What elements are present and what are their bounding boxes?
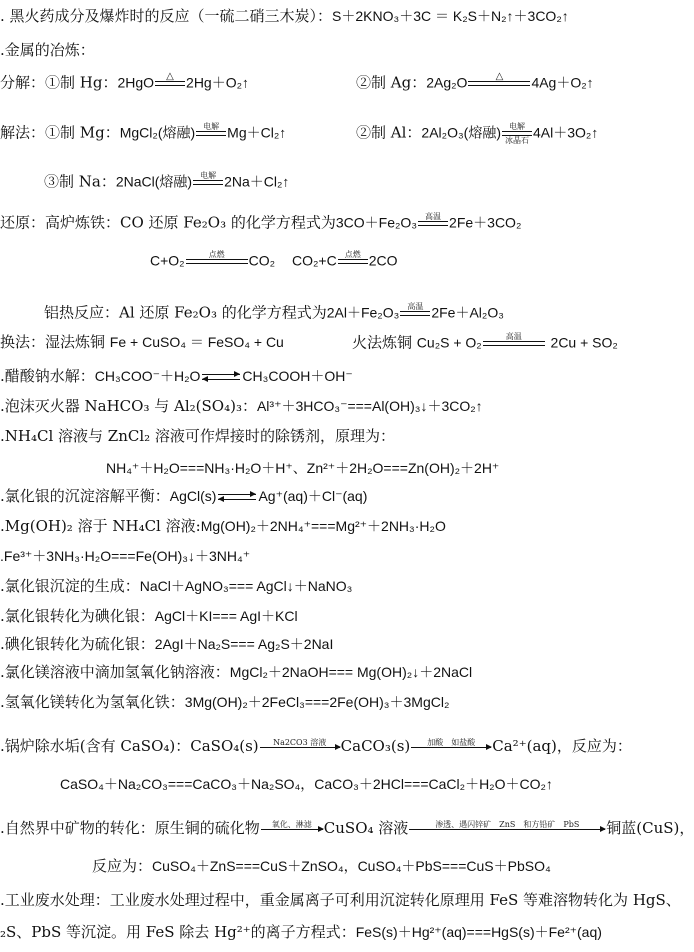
- foam-label: .泡沫灭火器 NaHCO₃ 与 Al₂(SO₄)₃：: [0, 397, 257, 415]
- decomposition-line: [0, 72, 249, 95]
- electrolysis-condition: 电解: [193, 171, 223, 194]
- mineral-reaction-line: [92, 856, 551, 876]
- gunpowder-line: [0, 6, 569, 26]
- gunpowder-equation: S＋2KNO₃＋3C ＝ K₂S＋N₂↑＋3CO₂↑: [332, 8, 569, 24]
- mgoh2-to-feoh3-equation: 3Mg(OH)₂＋2FeCl₃===2Fe(OH)₃＋3MgCl₂: [184, 694, 450, 710]
- agi-to-ag2s-line: [0, 634, 333, 654]
- na-rhs: 2Na＋Cl₂↑: [224, 173, 290, 190]
- hg-label: 分解：①制 Hg：: [0, 73, 118, 92]
- heat-condition: △: [155, 72, 185, 95]
- mgcl2-naoh-equation: MgCl₂＋2NaOH=== Mg(OH)₂↓＋2NaCl: [229, 664, 473, 680]
- al-label: ②制 Al：: [356, 123, 422, 142]
- na-line: [44, 171, 289, 194]
- thermite-lhs: 2Al＋Fe₂O₃: [326, 304, 400, 321]
- mgcl2-naoh-line: [0, 662, 472, 682]
- blast-furnace-lhs: 3CO＋Fe₂O₃: [335, 214, 418, 231]
- wet-copper-equation: Fe + CuSO₄ ＝ FeSO₄ + Cu: [109, 334, 284, 350]
- mg-rhs: Mg＋Cl₂↑: [227, 124, 287, 141]
- electrolysis-cryolite-condition: 电解 冰晶石: [502, 122, 532, 145]
- na-lhs: 2NaCl(熔融): [115, 173, 193, 190]
- agcl-equilibrium-line: [0, 486, 367, 506]
- electrolysis-line: [0, 122, 286, 145]
- agcl-formation-line: [0, 576, 352, 596]
- acid-arrow: 加酸 如盐酸: [411, 738, 491, 757]
- high-temp-condition: 高温: [483, 332, 545, 355]
- co2-rhs: CO₂: [248, 252, 276, 269]
- reversible-arrow-icon: [202, 372, 240, 382]
- ignite-condition: 点燃: [186, 250, 248, 273]
- carbon-combustion-line: [150, 250, 275, 273]
- agi-to-ag2s-equation: 2AgI＋Na₂S=== Ag₂S＋2NaI: [154, 636, 334, 652]
- high-temp-condition: 高温: [400, 302, 430, 325]
- reversible-arrow-icon: [218, 492, 256, 502]
- fire-copper-label: 火法炼铜: [352, 333, 413, 352]
- rust-remover-equation: NH₄⁺＋H₂O===NH₃·H₂O＋H⁺、Zn²⁺＋2H₂O===Zn(OH)₂＋2H⁺: [106, 460, 500, 476]
- covellite-result: 铜蓝(CuS)，: [606, 819, 694, 837]
- al-rhs: 4Al＋3O₂↑: [533, 124, 599, 141]
- rust-remover-text: .NH₄Cl 溶液与 ZnCl₂ 溶液可作焊接时的除锈剂，原理为：: [0, 427, 395, 445]
- mgcl2-naoh-label: .氯化镁溶液中滴加氢氧化钠溶液：: [0, 663, 230, 681]
- wastewater-text: .工业废水处理：工业废水处理过程中，重金属离子可利用沉淀转化原理用 FeS 等难溶物转化为 HgS、: [0, 891, 681, 909]
- copper-fire-line: [352, 332, 618, 355]
- co2-c-lhs: CO₂+C: [292, 252, 337, 269]
- high-temp-condition: 高温: [418, 212, 448, 235]
- agcl-lhs: AgCl(s): [169, 488, 217, 504]
- blast-furnace-line: [0, 212, 521, 235]
- oxidation-leaching-arrow: 氧化、淋滤: [261, 820, 323, 839]
- co2-reduction-line: [292, 250, 398, 273]
- ag-label: ②制 Ag：: [356, 73, 427, 92]
- foam-equation: Al³⁺＋3HCO₃⁻===Al(OH)₃↓＋3CO₂↑: [256, 398, 483, 414]
- agi-to-ag2s-label: .碘化银转化为硫化银：: [0, 635, 155, 653]
- mineral-conversion-line: [0, 818, 694, 839]
- metal-smelting-heading: .金属的冶炼：: [0, 41, 95, 59]
- thermite-line: [44, 302, 504, 325]
- mineral-reaction-label: 反应为：: [92, 857, 153, 875]
- al-line: [356, 122, 598, 145]
- fire-copper-rhs: 2Cu + SO₂: [550, 334, 618, 351]
- mgoh2-equation: Mg(OH)₂＋2NH₄⁺===Mg²⁺＋2NH₃·H₂O: [200, 518, 446, 534]
- fire-copper-lhs: Cu₂S + O₂: [416, 334, 482, 351]
- agcl-formation-label: .氯化银沉淀的生成：: [0, 577, 140, 595]
- thermite-label: 铝热反应：Al 还原 Fe₂O₃ 的化学方程式为: [44, 303, 327, 322]
- agcl-to-agi-line: [0, 606, 298, 626]
- hg-rhs: 2Hg＋O₂↑: [186, 74, 250, 91]
- mg-lhs: MgCl₂(熔融): [119, 124, 196, 141]
- boiler-scale-result: Ca²⁺(aq)，反应为：: [492, 737, 632, 755]
- fes-removal-line: [0, 922, 602, 942]
- blast-furnace-rhs: 2Fe＋3CO₂: [449, 214, 522, 231]
- mineral-reaction-equation: CuSO₄＋ZnS===CuS＋ZnSO₄，CuSO₄＋PbS===CuS＋PbSO₄: [152, 858, 551, 874]
- mgoh2-dissolve-line: [0, 516, 446, 536]
- wet-copper-label: 换法：湿法炼铜: [0, 333, 106, 351]
- caco3-intermediate: CaCO₃(s): [340, 737, 411, 755]
- fe3-ammonia-equation: .Fe³⁺＋3NH₃·H₂O===Fe(OH)₃↓＋3NH₄⁺: [0, 548, 251, 564]
- c-o2-lhs: C+O₂: [150, 252, 185, 269]
- boiler-scale-equation: CaSO₄＋Na₂CO₃===CaCO₃＋Na₂SO₄，CaCO₃＋2HCl===CaCl₂＋H₂O＋CO₂↑: [60, 776, 553, 792]
- hg-lhs: 2HgO: [117, 74, 155, 91]
- acetate-rhs: CH₃COOH＋OH⁻: [242, 368, 353, 384]
- agcl-to-agi-label: .氯化银转化为碘化银：: [0, 607, 155, 625]
- ag-rhs: 4Ag＋O₂↑: [531, 74, 594, 91]
- electrolysis-condition: 电解: [196, 122, 226, 145]
- copper-wet-line: [0, 332, 284, 352]
- gunpowder-label: . 黑火药成分及爆炸时的反应（一硫二硝三木炭）：: [0, 7, 333, 25]
- agcl-rhs: Ag⁺(aq)＋Cl⁻(aq): [258, 488, 368, 504]
- thermite-rhs: 2Fe＋Al₂O₃: [431, 304, 504, 321]
- infiltration-arrow: 渗透、遇闪锌矿 ZnS 和方铅矿 PbS: [409, 820, 605, 839]
- acetate-label: .醋酸钠水解：: [0, 367, 95, 385]
- blast-furnace-label: 还原：高炉炼铁：CO 还原 Fe₂O₃ 的化学方程式为: [0, 213, 336, 232]
- boiler-scale-label: .锅炉除水垢(含有 CaSO₄)：CaSO₄(s): [0, 737, 259, 755]
- mgoh2-label: .Mg(OH)₂ 溶于 NH₄Cl 溶液:: [0, 517, 201, 535]
- acetate-hydrolysis-line: [0, 366, 353, 386]
- fes-removal-equation: FeS(s)＋Hg²⁺(aq)===HgS(s)＋Fe²⁺(aq): [355, 924, 602, 940]
- acetate-lhs: CH₃COO⁻＋H₂O: [94, 368, 201, 384]
- na2co3-arrow: Na2CO3 溶液: [260, 738, 340, 757]
- mineral-conversion-label: .自然界中矿物的转化：原生铜的硫化物: [0, 819, 260, 837]
- al-lhs: 2Al₂O₃(熔融): [421, 124, 501, 141]
- ag-line: [356, 72, 594, 95]
- heat-condition: △: [468, 72, 530, 95]
- mgoh2-to-feoh3-line: [0, 692, 449, 712]
- agcl-formation-equation: NaCl＋AgNO₃=== AgCl↓＋NaNO₃: [139, 578, 353, 594]
- agcl-equilibrium-label: .氯化银的沉淀溶解平衡：: [0, 487, 170, 505]
- mgoh2-to-feoh3-label: .氢氧化镁转化为氢氧化铁：: [0, 693, 185, 711]
- cuso4-solution: CuSO₄ 溶液: [323, 819, 409, 837]
- fes-removal-label: ₂S、PbS 等沉淀。用 FeS 除去 Hg²⁺的离子方程式：: [0, 923, 356, 941]
- na-label: ③制 Na：: [44, 172, 116, 191]
- ag-lhs: 2Ag₂O: [426, 74, 468, 91]
- agcl-to-agi-equation: AgCl＋KI=== AgI＋KCl: [154, 608, 298, 624]
- foam-extinguisher-line: [0, 396, 483, 416]
- ignite-condition: 点燃: [338, 250, 368, 273]
- mg-label: 解法：①制 Mg：: [0, 123, 120, 142]
- co-rhs: 2CO: [368, 252, 398, 269]
- boiler-scale-line: [0, 736, 632, 757]
